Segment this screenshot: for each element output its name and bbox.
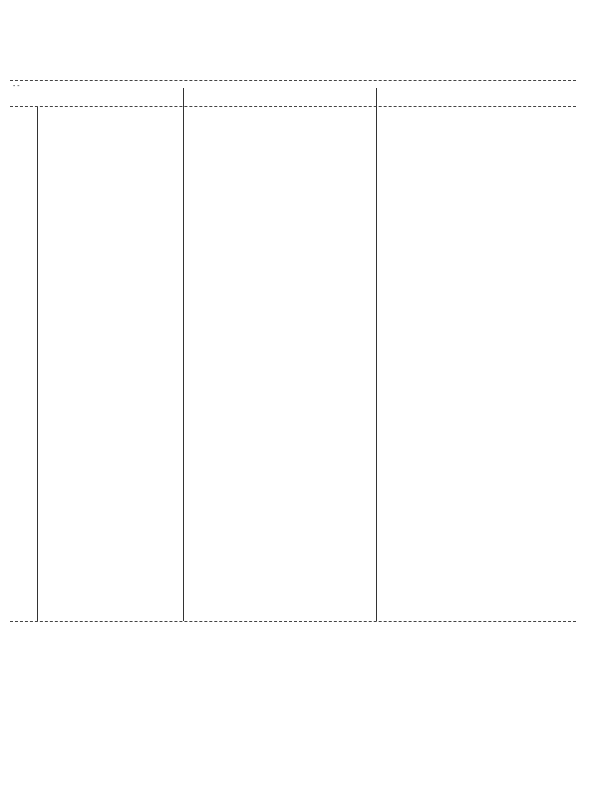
dash-marker: -- xyxy=(12,82,21,90)
divider xyxy=(10,106,576,107)
column-line xyxy=(37,107,38,621)
divider xyxy=(10,80,576,81)
divider xyxy=(10,621,576,622)
column-line xyxy=(183,88,184,621)
column-line xyxy=(376,88,377,621)
barcode xyxy=(236,42,360,68)
